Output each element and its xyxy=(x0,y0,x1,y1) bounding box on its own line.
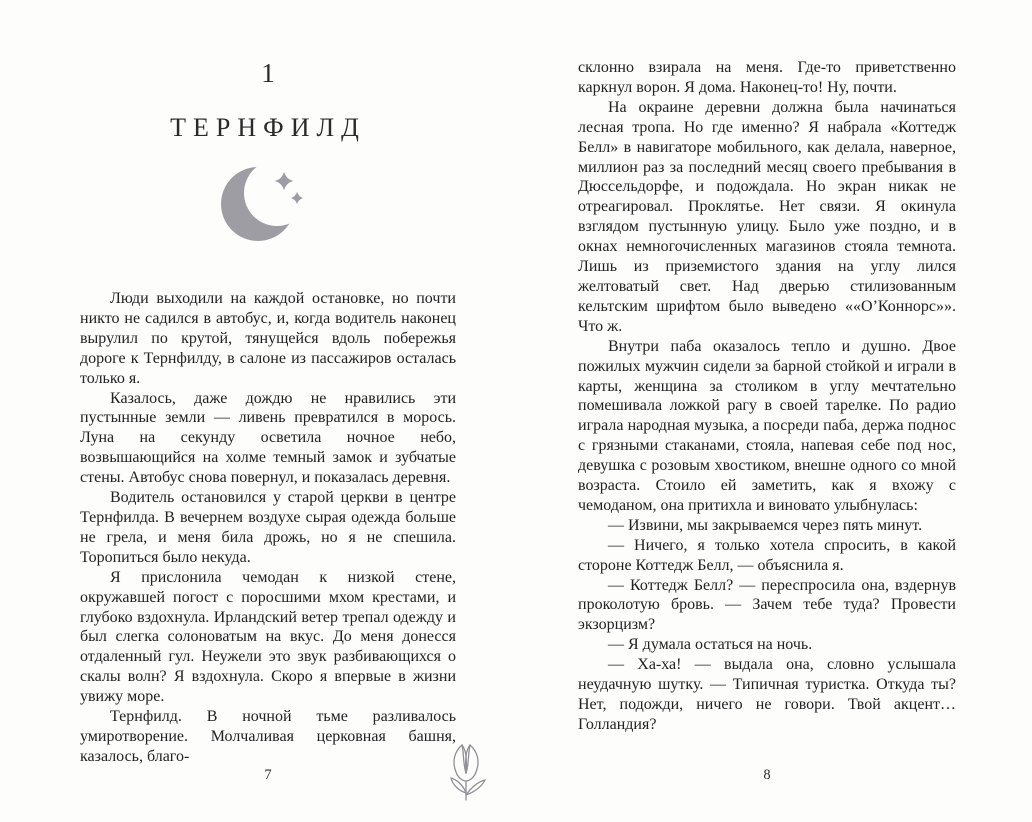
paragraph: — Коттедж Белл? — переспросила она, вздернув проколотую бровь. — Зачем тебе туда? Провести экзорцизм? xyxy=(578,576,956,634)
paragraph: — Извини, мы закрываемся через пять минут. xyxy=(608,516,923,534)
chapter-number: 1 xyxy=(261,58,275,88)
paragraph: — Ничего, я только хотела спросить, в какой стороне Коттедж Белл, — объяснила я. xyxy=(578,536,956,574)
chapter-head xyxy=(80,0,456,247)
page-left xyxy=(80,0,456,822)
crescent-moon-ornament-icon xyxy=(80,159,456,247)
paragraph: Казалось, даже дождю не нравились эти пустынные земли — ливень превратился в морось. Луна на секунду осветила ночное небо, возвышающийся на холме темный замок и зубчатые стены. Автобус снова повернул, и показалась деревня. xyxy=(80,389,456,487)
page-right xyxy=(578,0,956,822)
paragraph: Люди выходили на каждой остановке, но почти никто не садился в автобус, и, когда водитель наконец вырулил по крутой, тянущейся вдоль побережья дороге к Тернфилду, в салоне из пассажиров осталась только я. xyxy=(80,290,456,387)
left-page-text xyxy=(80,289,456,767)
paragraph: На окраине деревни должна была начинаться лесная тропа. Но где именно? Я набрала «Коттедж Белл» в навигаторе мобильного, как делала, наверное, миллион раз за последний месяц своего пребывания в Дюссельдорфе, и подождала. Но экран никак не отреагировал. Проклятье. Нет связи. Я окинула взглядом пустынную улицу. Было уже поздно, и в окнах немногочисленных магазинов стояла темнота. Лишь из приземистого здания на углу лился желтоватый свет. Над дверью стилизованным кельтским шрифтом было выведено ««О’Коннорс»». Что ж. xyxy=(578,98,956,335)
paragraph: Я прислонила чемодан к низкой стене, окружавшей погост с поросшими мхом крестами, и глубоко вздохнула. Ирландский ветер трепал одежду и был слегка солоноватым на вкус. До меня донесся отдаленный гул. Неужели это звук разбивающихся о скалы волн? Я вздохнула. Скоро я впервые в жизни увижу море. xyxy=(80,568,456,706)
paragraph: склонно взирала на меня. Где-то приветственно каркнул ворон. Я дома. Наконец-то! Ну, почти. xyxy=(578,59,956,96)
tulip-ornament-icon xyxy=(440,742,492,802)
paragraph: — Ха-ха! — выдала она, словно услышала неудачную шутку. — Типичная туристка. Откуда ты? Нет, подожди, ничего не говори. Твой акцент… Голландия? xyxy=(578,656,956,733)
right-page-text xyxy=(578,0,956,735)
left-page-number: 7 xyxy=(264,767,272,783)
chapter-title: ТЕРНФИЛД xyxy=(170,113,366,142)
paragraph: Водитель остановился у старой церкви в центре Тернфилда. В вечернем воздухе сырая одежда больше не грела, и меня била дрожь, но я не спешила. Торопиться было некуда. xyxy=(80,489,456,566)
paragraph: Внутри паба оказалось тепло и душно. Двое пожилых мужчин сидели за барной стойкой и играли в карты, женщина за столиком в углу мечтательно помешивала ложкой рагу в своей тарелке. По радио играла народная музыка, а посреди паба, держа поднос с грязными стаканами, стояла, напевая себе под нос, девушка с розовым хвостиком, внешне одного со мной возраста. Стоило ей заметить, как я вхожу с чемоданом, она притихла и виновато улыбнулась: xyxy=(578,337,956,514)
paragraph: — Я думала остаться на ночь. xyxy=(608,636,813,654)
right-page-number: 8 xyxy=(763,767,771,783)
paragraph: Тернфилд. В ночной тьме разливалось умиротворение. Молчаливая церковная башня, казалось, благо- xyxy=(80,708,456,765)
